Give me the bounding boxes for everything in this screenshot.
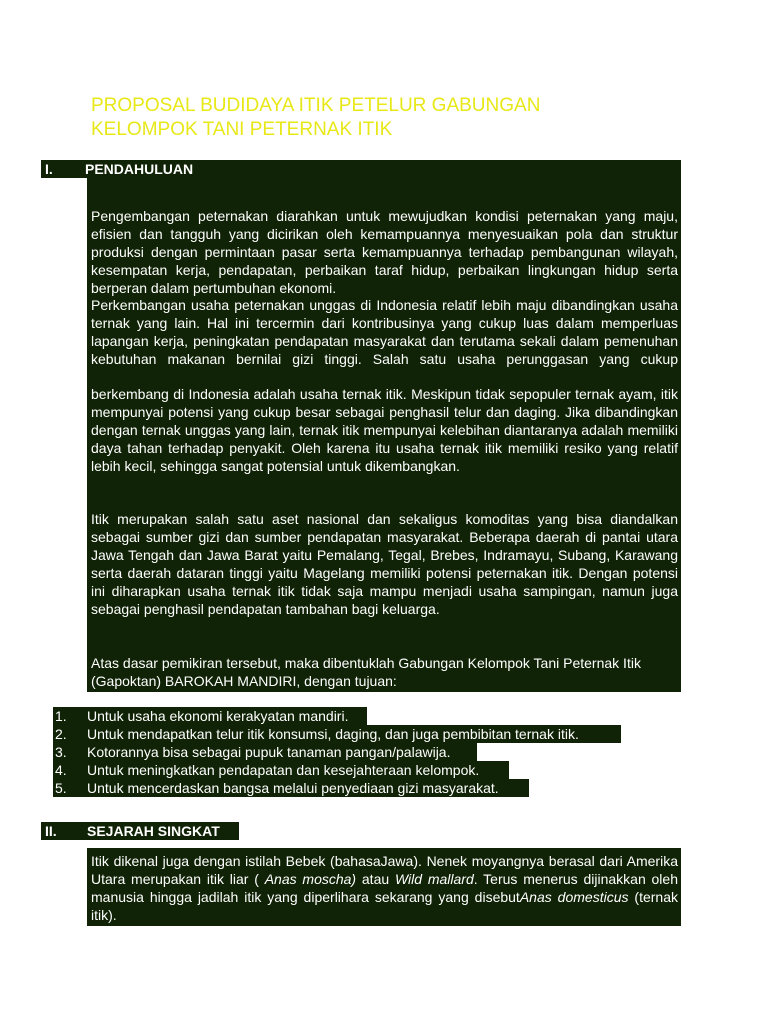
paragraph-2: Perkembangan usaha peternakan unggas di Indonesia relatif lebih maju dibandingkan usaha ternak yang lain. Hal ini tercermin dari kontribusinya yang cukup luas dalam memperluas lapangan kerja, peningkatan pendapatan masyarakat dan terutama sekali dalam pemenuhan kebutuhan makanan bernilai gizi tinggi. Salah satu usaha perunggasan yang cukup <box>91 297 678 367</box>
paragraph-4: Atas dasar pemikiran tersebut, maka dibentuklah Gabungan Kelompok Tani Peternak Itik (Gapoktan) BAROKAH MANDIRI, dengan tujuan: <box>91 655 641 689</box>
list-item: 3. Kotorannya bisa sebagai pupuk tanaman pangan/palawija. <box>53 743 477 761</box>
list-item: 5. Untuk mencerdaskan bangsa melalui penyediaan gizi masyarakat. <box>53 779 529 797</box>
section-2-title: SEJARAH SINGKAT <box>87 823 220 839</box>
document-title <box>91 94 651 142</box>
section-2-heading <box>41 822 239 840</box>
title-line-2: KELOMPOK TANI PETERNAK ITIK <box>91 119 393 140</box>
paragraph-2-continued: berkembang di Indonesia adalah usaha ternak itik. Meskipun tidak sepopuler ternak ayam, itik mempunyai potensi yang cukup besar sebagai penghasil telur dan daging. Jika dibandingkan dengan ternak unggas yang lain, ternak itik mempunyai kelebihan diantaranya adalah memiliki daya tahan terhadap penyakit. Oleh karena itu usaha ternak itik memiliki resiko yang relatif lebih kecil, sehingga sangat potensial untuk dikembangkan. <box>91 386 678 474</box>
title-line-1: PROPOSAL BUDIDAYA ITIK PETELUR GABUNGAN <box>91 95 541 116</box>
paragraph-1: Pengembangan peternakan diarahkan untuk mewujudkan kondisi peternakan yang maju, efisien dan tangguh yang dicirikan oleh kemampuannya menyesuaikan pola dan struktur produksi dengan permintaan pasar serta kemampuannya terhadap pembangunan wilayah, kesempatan kerja, pendapatan, perbaikan taraf hidup, perbaikan lingkungan hidup serta berperan dalam pertumbuhan ekonomi. <box>91 208 678 296</box>
section-2-number: II. <box>45 823 57 839</box>
goals-list <box>53 707 681 797</box>
paragraph-3: Itik merupakan salah satu aset nasional dan sekaligus komoditas yang bisa diandalkan sebagai sumber gizi dan sumber pendapatan masyarakat. Beberapa daerah di pantai utara Jawa Tengah dan Jawa Barat yaitu Pemalang, Tegal, Brebes, Indramayu, Subang, Karawang serta daerah dataran tinggi yaitu Magelang memiliki potensi peternakan itik. Dengan potensi ini diharapkan usaha ternak itik tidak saja mampu menjadi usaha sampingan, namun juga sebagai penghasil pendapatan tambahan bagi keluarga. <box>91 511 678 617</box>
list-item: 4. Untuk meningkatkan pendapatan dan kesejahteraan kelompok. <box>53 761 509 779</box>
section-1-heading <box>41 160 681 178</box>
section-1-title: PENDAHULUAN <box>85 161 194 177</box>
section-2-paragraph: Itik dikenal juga dengan istilah Bebek (bahasaJawa). Nenek moyangnya berasal dari Amerika Utara merupakan itik liar ( Anas moscha) atau Wild mallard. Terus menerus dijinakkan oleh manusia hingga jadilah itik yang diperlihara sekarang yang disebutAnas domesticus (ternak itik). <box>91 853 678 923</box>
latin-name: Anas moscha) <box>264 870 357 887</box>
list-item: 1. Untuk usaha ekonomi kerakyatan mandiri. <box>53 707 367 725</box>
list-item: 2. Untuk mendapatkan telur itik konsumsi, daging, dan juga pembibitan ternak itik. <box>53 725 621 743</box>
section-1-number: I. <box>45 161 53 177</box>
latin-name: Wild mallard <box>394 870 474 887</box>
latin-name: Anas domesticus <box>519 888 629 905</box>
